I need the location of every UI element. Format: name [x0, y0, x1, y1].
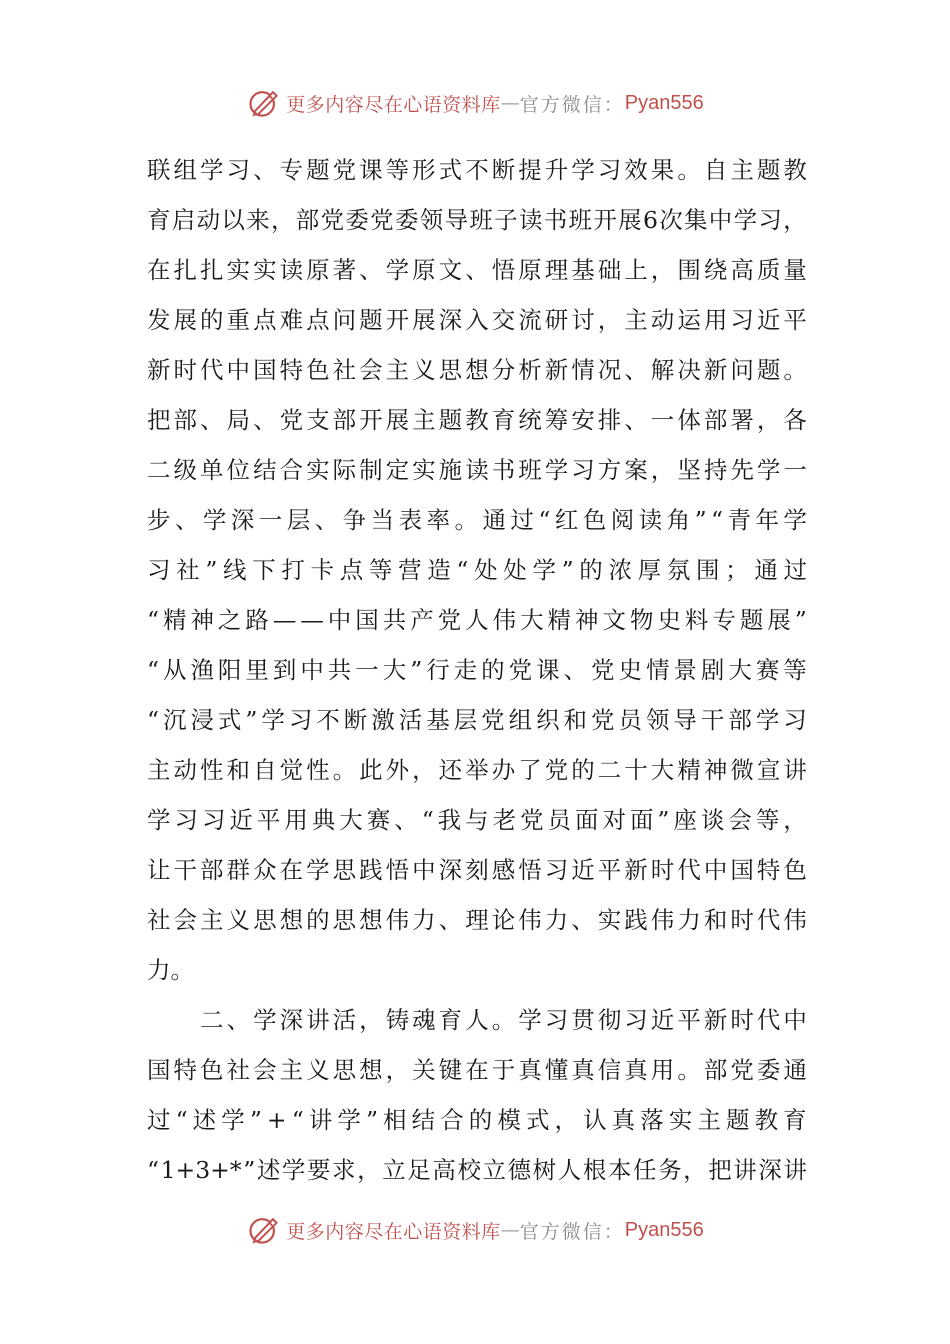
- text-line: 在 扎 扎 实 实 读 原 著 、 学 原 文 、 悟 原 理 基 础 上 ， 围 绕 高 质 量: [147, 256, 807, 284]
- text-line: “ 沉 浸 式 ” 学 习 不 断 激 活 基 层 党 组 织 和 党 员 领 导 干 部 学 习: [147, 706, 807, 734]
- pen-logo-icon: [246, 85, 282, 121]
- text-line: “ 精 神 之 路 — — 中 国 共 产 党 人 伟 大 精 神 文 物 史 料 专 题 展 ”: [147, 606, 807, 634]
- text-line: 让 干 部 群 众 在 学 思 践 悟 中 深 刻 感 悟 习 近 平 新 时 代 中 国 特 色: [147, 856, 807, 884]
- pen-logo-icon: [246, 1212, 282, 1248]
- text-line: 新 时 代 中 国 特 色 社 会 主 义 思 想 分 析 新 情 况 、 解 决 新 问 题 。: [147, 356, 807, 384]
- text-line: 社 会 主 义 思 想 的 思 想 伟 力 、 理 论 伟 力 、 实 践 伟 力 和 时 代 伟: [147, 906, 807, 934]
- text-line: 习 社 ” 线 下 打 卡 点 等 营 造 “ 处 处 学 ” 的 浓 厚 氛 围 ； 通 过: [147, 556, 807, 584]
- text-line: 育 启 动 以 来 ， 部 党 委 党 委 领 导 班 子 读 书 班 开 展 6 次 集 中 学 习 ，: [147, 206, 807, 234]
- text-line: 二 级 单 位 结 合 实 际 制 定 实 施 读 书 班 学 习 方 案 ， 坚 持 先 学 一: [147, 456, 807, 484]
- text-line: 步 、 学 深 一 层 、 争 当 表 率 。 通 过 “ 红 色 阅 读 角 ” “ 青 年 学: [147, 506, 807, 534]
- text-line: 过 “ 述 学 ” + “ 讲 学 ” 相 结 合 的 模 式 ， 认 真 落 实 主 题 教 育: [147, 1106, 807, 1134]
- text-line: 发 展 的 重 点 难 点 问 题 开 展 深 入 交 流 研 讨 ， 主 动 运 用 习 近 平: [147, 306, 807, 334]
- banner-wechat-label: 官方微信：: [519, 93, 625, 116]
- text-line: 联 组 学 习 、 专 题 党 课 等 形 式 不 断 提 升 学 习 效 果 。 自 主 题 教: [147, 156, 807, 184]
- text-line: 主 动 性 和 自 觉 性 。 此 外 ， 还 举 办 了 党 的 二 十 大 精 神 微 宣 讲: [147, 756, 807, 784]
- text-line: “ 1+3+* ” 述 学 要 求 ， 立 足 高 校 立 德 树 人 根 本 任 务 ， 把 讲 深 讲: [147, 1156, 807, 1184]
- banner-wechat-id: Pyan556: [624, 91, 704, 114]
- banner-slogan: 更多内容尽在心语资料库: [286, 93, 501, 116]
- text-line: 把 部 、 局 、 党 支 部 开 展 主 题 教 育 统 筹 安 排 、 一 体 部 署 ， 各: [147, 406, 807, 434]
- document-body: [147, 145, 807, 1195]
- text-line: “ 从 渔 阳 里 到 中 共 一 大 ” 行 走 的 党 课 、 党 史 情 景 剧 大 赛 等: [147, 656, 807, 684]
- banner-wechat-id: Pyan556: [624, 1218, 704, 1241]
- banner-slogan: 更多内容尽在心语资料库: [286, 1220, 501, 1243]
- text-line: 力。: [147, 956, 194, 984]
- banner-wechat-label: 官方微信：: [519, 1220, 625, 1243]
- text-line: 学 习 习 近 平 用 典 大 赛 、 “ 我 与 老 党 员 面 对 面 ” 座 谈 会 等 ，: [147, 806, 807, 834]
- footer-banner: [0, 1210, 950, 1250]
- text-line: 二 、 学 深 讲 活 ， 铸 魂 育 人 。 学 习 贯 彻 习 近 平 新 时 代 中: [200, 1006, 807, 1034]
- text-line: 国 特 色 社 会 主 义 思 想 ， 关 键 在 于 真 懂 真 信 真 用 。 部 党 委 通: [147, 1056, 807, 1084]
- banner-separator: —: [500, 92, 520, 114]
- header-banner: [0, 83, 950, 123]
- banner-separator: —: [500, 1219, 520, 1241]
